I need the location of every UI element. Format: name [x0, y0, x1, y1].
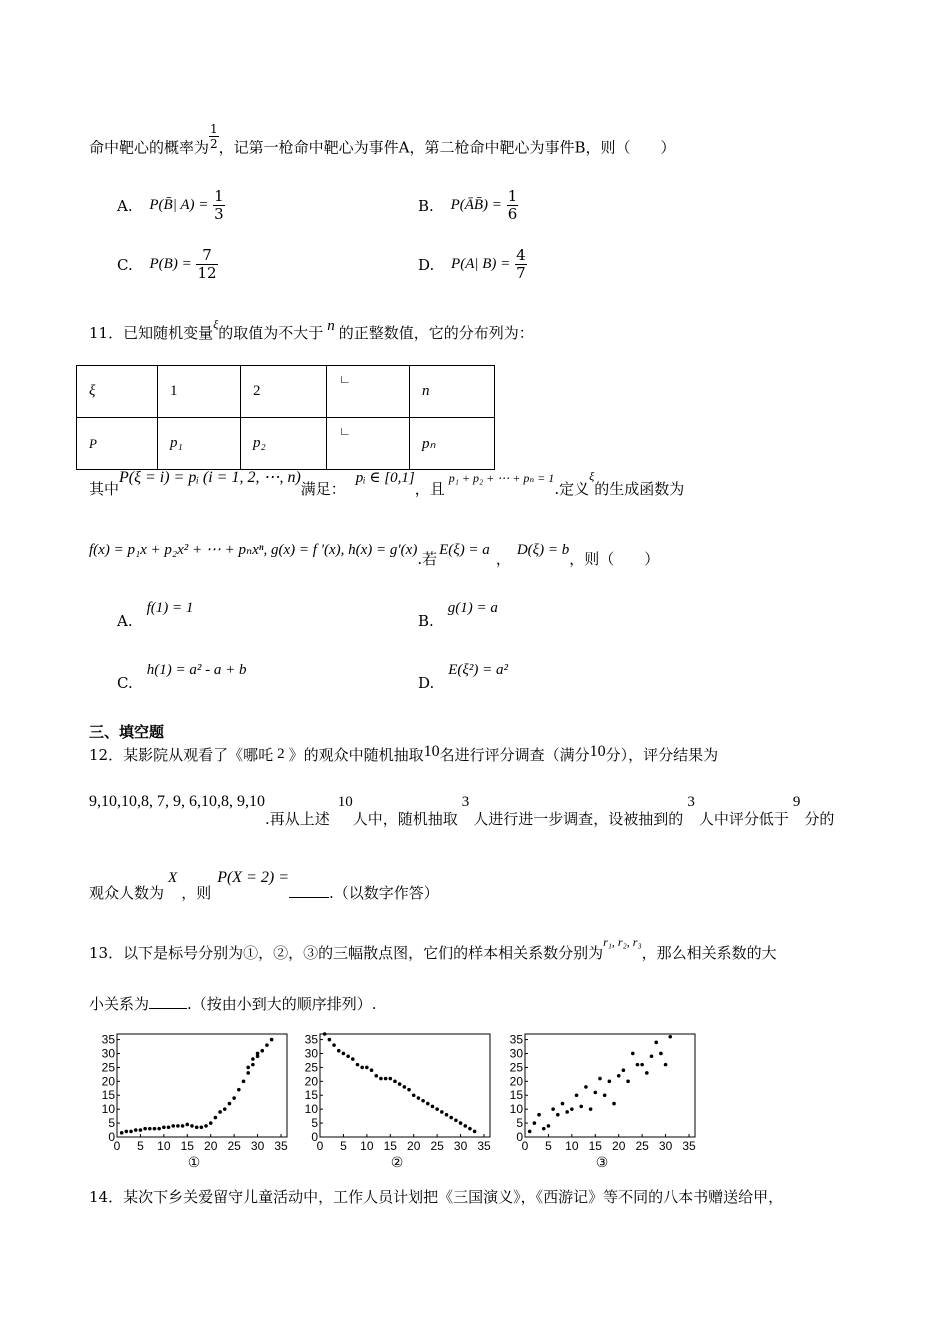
scatter-point	[162, 1125, 166, 1129]
chart-label: ②	[390, 1154, 404, 1170]
scatter-point	[342, 1052, 346, 1056]
q11-option-a[interactable]: A.f(1) = 1	[117, 600, 194, 630]
scatter-point	[256, 1052, 260, 1056]
x-tick-label: 30	[453, 1139, 468, 1153]
scatter-point	[157, 1127, 161, 1131]
q14-line1: 14．某次下乡关爱留守儿童活动中，工作人员计划把《三国演义》，《西游记》等不同的八本书赠送给甲，	[89, 1188, 784, 1206]
table-cell: ξ	[77, 366, 158, 418]
scatter-point	[379, 1077, 383, 1081]
scatter-point	[431, 1105, 435, 1109]
scatter-point	[565, 1110, 569, 1114]
q11-stem: 11．已知随机变量$^\xi$的取值为不大于 n 的正整数值，它的分布列为：	[89, 317, 534, 342]
scatter-point	[143, 1127, 147, 1131]
scatter-point	[351, 1057, 355, 1061]
x-tick-label: 15	[180, 1139, 194, 1153]
table-cell: p₁	[158, 418, 241, 470]
x-tick-label: 30	[658, 1139, 673, 1153]
scatter-point	[636, 1063, 640, 1067]
scatter-point	[454, 1118, 458, 1122]
y-tick-label: 15	[101, 1088, 115, 1103]
scatter-point	[579, 1105, 583, 1109]
answer-blank[interactable]	[149, 1008, 187, 1009]
scatter-point	[332, 1043, 336, 1047]
table-cell: 2	[241, 366, 327, 418]
x-tick-label: 25	[635, 1139, 649, 1153]
scatter-point	[374, 1074, 378, 1078]
section-title: 三、填空题	[89, 723, 165, 741]
scatter-point	[570, 1107, 574, 1111]
table-row	[77, 366, 495, 418]
table-cell: ∟	[327, 366, 410, 418]
scatter-point	[171, 1124, 175, 1128]
y-tick-label: 30	[101, 1046, 115, 1061]
scatter-point	[542, 1127, 546, 1131]
answer-blank[interactable]	[289, 897, 329, 898]
scatter-point	[246, 1071, 250, 1075]
q11-option-d[interactable]: D.E(ξ²) = a²	[418, 662, 508, 692]
x-tick-label: 10	[360, 1139, 374, 1153]
y-tick-label: 0	[516, 1130, 523, 1144]
y-tick-label: 5	[516, 1116, 523, 1131]
table-cell: pₙ	[410, 418, 495, 470]
fraction: $\frac{7}{12}$	[197, 246, 217, 282]
q10-prob-fraction: $\frac{1}{2}$	[210, 122, 218, 151]
x-tick-label: 0	[113, 1139, 121, 1153]
scatter-point	[533, 1121, 537, 1125]
scatter-point	[473, 1130, 477, 1134]
scatter-point	[603, 1093, 607, 1097]
scatter-point	[129, 1130, 133, 1134]
scatter-point	[134, 1128, 138, 1132]
chart-label: ①	[187, 1154, 201, 1170]
scatter-point	[228, 1102, 232, 1106]
scatter-point	[608, 1080, 612, 1084]
scatter-point	[120, 1131, 124, 1135]
x-tick-label: 5	[340, 1139, 347, 1153]
scatter-point	[468, 1127, 472, 1131]
scatter-point	[200, 1125, 204, 1129]
x-tick-label: 25	[227, 1139, 241, 1153]
scatter-point	[617, 1074, 621, 1078]
scatter-point	[561, 1102, 565, 1106]
table-cell: p₂	[241, 418, 327, 470]
y-tick-label: 30	[509, 1046, 523, 1061]
x-tick-label: 35	[477, 1139, 491, 1153]
scatter-point	[612, 1102, 616, 1106]
q11-option-c[interactable]: C.h(1) = a² - a + b	[117, 662, 247, 692]
x-tick-label: 15	[383, 1139, 397, 1153]
y-tick-label: 0	[311, 1130, 318, 1144]
y-tick-label: 20	[509, 1074, 523, 1089]
scatter-point	[584, 1085, 588, 1089]
scatter-point	[232, 1096, 236, 1100]
scatter-point	[412, 1093, 416, 1097]
scatter-point	[459, 1121, 463, 1125]
y-tick-label: 10	[304, 1102, 318, 1117]
scatter-point	[251, 1057, 255, 1061]
scatter-point	[650, 1054, 654, 1058]
scatter-point	[440, 1110, 444, 1114]
q12-line2: 9,10,10,8, 7, 9, 6,10,8, 9,10.再从上述10人中，随机抽取3人进行进一步调查，设被抽到的3人中评分低于9分的	[89, 793, 835, 828]
scatter-point	[417, 1096, 421, 1100]
scatter-point	[346, 1054, 350, 1058]
scatter-point	[393, 1080, 397, 1084]
scatter-point	[551, 1107, 555, 1111]
scatter-point	[664, 1063, 668, 1067]
scatter-point	[337, 1049, 341, 1053]
scatter-point	[356, 1063, 360, 1067]
y-tick-label: 20	[304, 1074, 318, 1089]
fraction: $\frac{1}{3}$	[214, 187, 224, 223]
fraction: $\frac{1}{6}$	[507, 187, 518, 223]
q13-line2: 小关系为 .（按由小到大的顺序排列）.	[89, 995, 377, 1013]
scatter-point	[195, 1125, 199, 1129]
scatter-point	[328, 1038, 332, 1042]
scatter-point	[668, 1035, 672, 1039]
scatter-point	[204, 1124, 208, 1128]
scatter-point	[463, 1124, 467, 1128]
q13-line1: 13．以下是标号分别为①，②，③的三幅散点图，它们的样本相关系数分别为r₁, r₂, r₃，那么相关系数的大	[89, 935, 777, 962]
table-cell: P	[77, 418, 158, 470]
x-tick-label: 5	[545, 1139, 552, 1153]
scatter-point	[388, 1077, 392, 1081]
scatter-point	[237, 1088, 241, 1092]
scatter-point	[445, 1113, 449, 1117]
scatter-point	[537, 1113, 541, 1117]
plot-frame	[525, 1034, 695, 1137]
scatter-point	[528, 1130, 532, 1134]
distribution-table	[76, 365, 495, 470]
y-tick-label: 5	[108, 1116, 115, 1131]
x-tick-label: 20	[407, 1139, 421, 1153]
scatter-point	[185, 1123, 189, 1127]
scatter-point	[556, 1113, 560, 1117]
scatter-point	[139, 1128, 143, 1132]
q11-condition-line: 其中P(ξ = i) = pᵢ (i = 1, 2, ⋯, n)满足：pᵢ ∈ [0,1]，且p₁ + p₂ + ⋯ + pₙ = 1.定义ξ的生成函数为	[89, 469, 685, 498]
scatter-point	[598, 1077, 602, 1081]
scatter-point	[251, 1063, 255, 1067]
x-tick-label: 35	[682, 1139, 696, 1153]
scatter-point	[209, 1121, 213, 1125]
y-tick-label: 35	[101, 1032, 115, 1047]
scatter-point	[365, 1066, 369, 1070]
x-tick-label: 15	[588, 1139, 602, 1153]
scatter-point	[265, 1043, 269, 1047]
scatter-point	[214, 1116, 218, 1120]
x-tick-label: 20	[612, 1139, 626, 1153]
y-tick-label: 25	[304, 1060, 318, 1075]
table-row	[77, 418, 495, 470]
scatter-point	[659, 1052, 663, 1056]
y-tick-label: 35	[304, 1032, 318, 1047]
table-cell: ∟	[327, 418, 410, 470]
q10-option-a[interactable]: A. P(B̄| A) = $\frac{1}{3}$	[117, 187, 224, 223]
scatter-point	[421, 1099, 425, 1103]
scatter-point	[593, 1091, 597, 1095]
scatter-point	[384, 1077, 388, 1081]
scatter-point	[645, 1071, 649, 1075]
scatter-point	[181, 1124, 185, 1128]
x-tick-label: 25	[430, 1139, 444, 1153]
table-cell: 1	[158, 366, 241, 418]
scatter-point	[426, 1102, 430, 1106]
scatter-point	[435, 1107, 439, 1111]
q12-line3: 观众人数为X，则P(X = 2) =.（以数字作答）	[89, 869, 439, 902]
y-tick-label: 35	[509, 1032, 523, 1047]
scatter-point	[654, 1041, 658, 1045]
scatter-point	[167, 1125, 171, 1129]
scatter-point	[242, 1080, 246, 1084]
scatter-point	[407, 1088, 411, 1092]
scatter-point	[640, 1063, 644, 1067]
q11-option-b[interactable]: B.g(1) = a	[418, 600, 498, 630]
scatter-chart-3	[503, 1030, 703, 1170]
q10-stem: 命中靶心的概率为 $\frac{1}{2}$ ，记第一枪命中靶心为事件A，第二枪命中靶心为事件B，则（ ）	[89, 122, 676, 157]
y-tick-label: 0	[108, 1130, 115, 1144]
x-tick-label: 30	[250, 1139, 265, 1153]
scatter-point	[190, 1124, 194, 1128]
scatter-point	[547, 1124, 551, 1128]
scatter-point	[148, 1127, 152, 1131]
q10-option-c[interactable]: C. P(B) = $\frac{7}{12}$	[117, 246, 217, 282]
scatter-point	[223, 1107, 227, 1111]
scatter-point	[398, 1082, 402, 1086]
y-tick-label: 20	[101, 1074, 115, 1089]
y-tick-label: 25	[101, 1060, 115, 1075]
y-tick-label: 10	[101, 1102, 115, 1117]
y-tick-label: 15	[304, 1088, 318, 1103]
scatter-point	[246, 1066, 250, 1070]
x-tick-label: 10	[157, 1139, 171, 1153]
scatter-point	[575, 1093, 579, 1097]
q11-definition-line: f(x) = p₁x + p₂x² + ⋯ + pₙxⁿ, g(x) = f ′(x), h(x) = g′(x).若 E(ξ) = a ， D(ξ) = b，则（ ）	[89, 542, 660, 568]
scatter-point	[631, 1052, 635, 1056]
scatter-point	[176, 1124, 180, 1128]
scatter-point	[260, 1049, 264, 1053]
y-tick-label: 30	[304, 1046, 318, 1061]
x-tick-label: 10	[565, 1139, 579, 1153]
scatter-point	[323, 1032, 327, 1036]
scatter-point	[360, 1066, 364, 1070]
q10-option-d[interactable]: D. P(A| B) = $\frac{4}{7}$	[418, 246, 526, 282]
scatter-point	[153, 1127, 157, 1131]
x-tick-label: 0	[521, 1139, 529, 1153]
fraction: $\frac{4}{7}$	[516, 246, 526, 282]
scatter-chart-2	[298, 1030, 498, 1170]
x-tick-label: 35	[274, 1139, 288, 1153]
scatter-point	[218, 1110, 222, 1114]
scatter-point	[125, 1130, 129, 1134]
x-tick-label: 20	[204, 1139, 218, 1153]
q10-option-b[interactable]: B. P(ĀB̄) = $\frac{1}{6}$	[418, 187, 518, 223]
scatter-chart-1	[95, 1030, 295, 1170]
table-cell: n	[410, 366, 495, 418]
y-tick-label: 5	[311, 1116, 318, 1131]
q12-line1: 12．某影院从观看了《哪吒 2 》的观众中随机抽取10名进行评分调查（满分10分），评分结果为	[89, 743, 719, 764]
x-tick-label: 5	[137, 1139, 144, 1153]
y-tick-label: 15	[509, 1088, 523, 1103]
scatter-point	[589, 1107, 593, 1111]
y-tick-label: 25	[509, 1060, 523, 1075]
scatter-point	[370, 1068, 374, 1072]
scatter-point	[622, 1068, 626, 1072]
scatter-point	[403, 1085, 407, 1089]
scatter-point	[270, 1038, 274, 1042]
y-tick-label: 10	[509, 1102, 523, 1117]
scatter-point	[626, 1080, 630, 1084]
chart-label: ③	[595, 1154, 609, 1170]
x-tick-label: 0	[316, 1139, 324, 1153]
scatter-point	[449, 1116, 453, 1120]
